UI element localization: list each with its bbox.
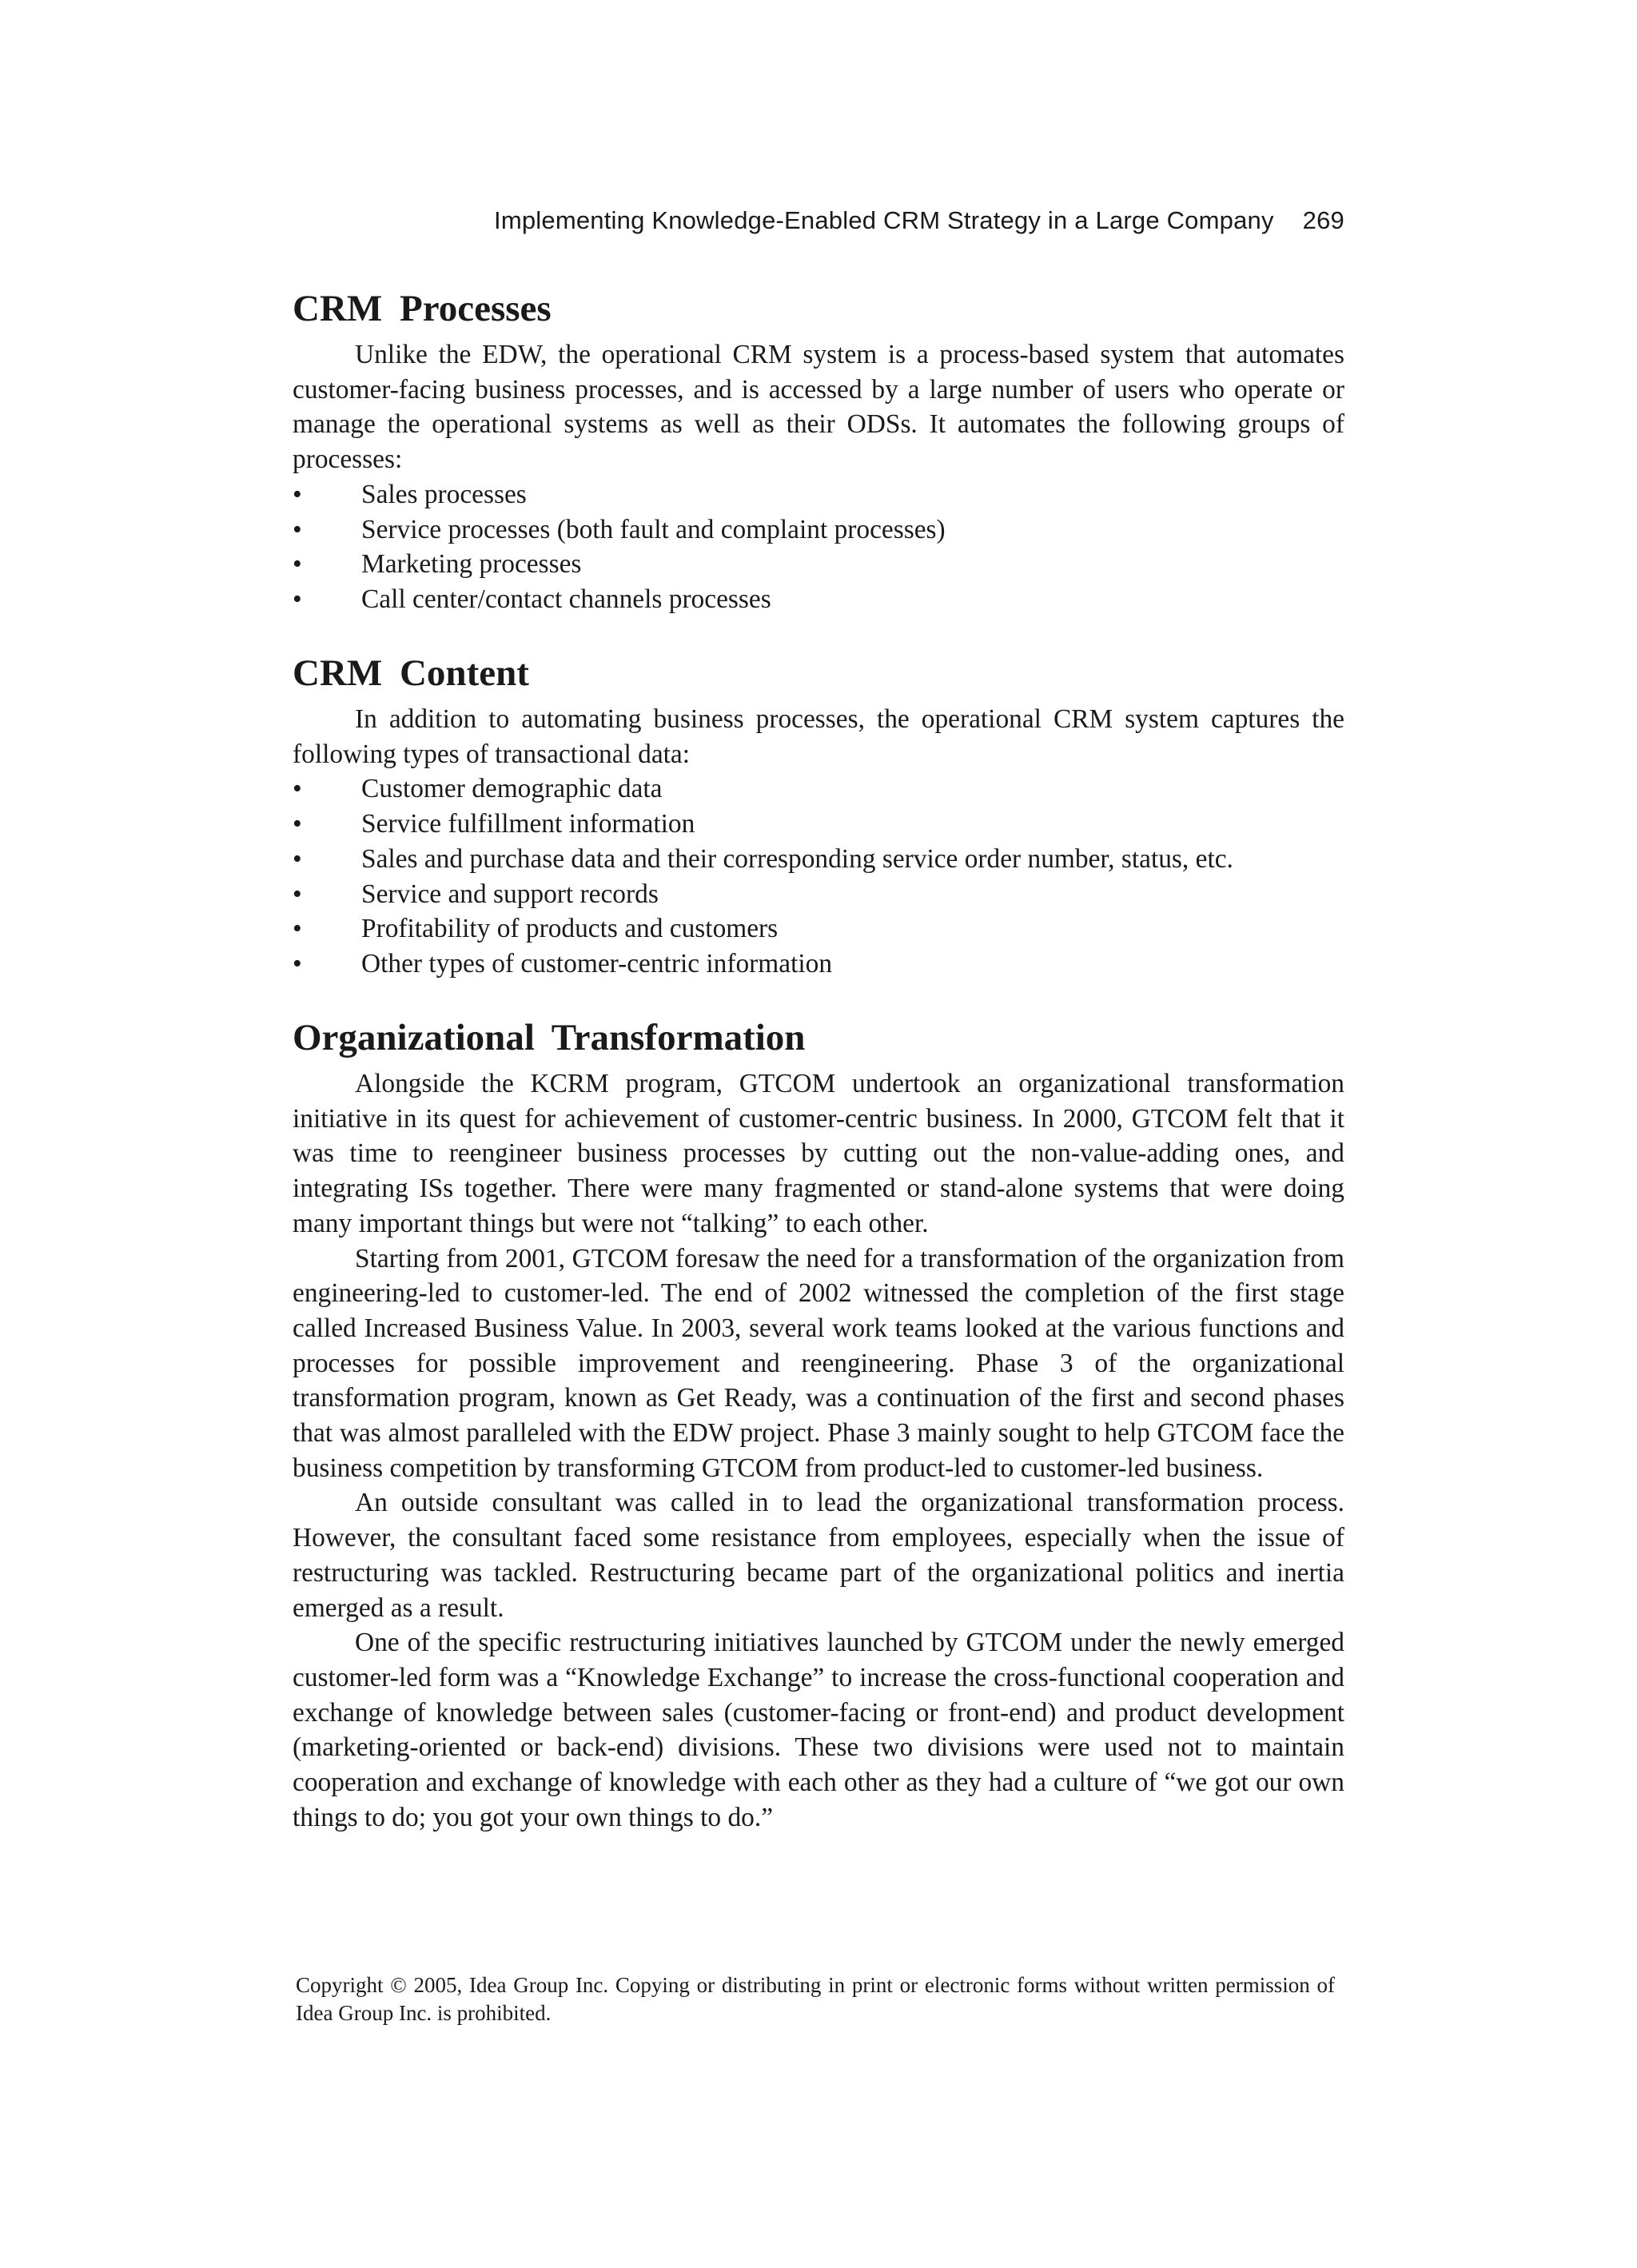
crm-processes-list — [293, 477, 1344, 617]
list-item: • Sales processes — [293, 477, 1344, 512]
list-item: • Call center/contact channels processes — [293, 582, 1344, 617]
bullet-icon: • — [293, 584, 302, 614]
bullet-icon: • — [293, 774, 302, 804]
paragraph: An outside consultant was called in to lead the organizational transformation process. However, the consultant faced some resistance from employees, especially when the issue of restructuring was tackled. Restructuring became part of the organizational politics and inertia emerged as a result. — [293, 1488, 1344, 1623]
list-item: • Other types of customer-centric information — [293, 947, 1344, 982]
list-item: • Service and support records — [293, 877, 1344, 912]
list-item: • Service processes (both fault and complaint processes) — [293, 512, 1344, 548]
copyright-notice: Copyright © 2005, Idea Group Inc. Copying or distributing in print or electronic forms without written permission of Idea Group Inc. is prohibited. — [296, 1973, 1335, 2025]
bullet-icon: • — [293, 843, 302, 874]
section-crm-content — [293, 702, 1344, 982]
list-item: • Customer demographic data — [293, 771, 1344, 807]
bullet-icon: • — [293, 479, 302, 509]
list-item: • Sales and purchase data and their corresponding service order number, status, etc. — [293, 842, 1344, 877]
list-item: • Marketing processes — [293, 547, 1344, 582]
crm-content-list — [293, 771, 1344, 981]
bullet-icon: • — [293, 809, 302, 839]
list-item: • Profitability of products and customers — [293, 911, 1344, 947]
section-crm-processes — [293, 337, 1344, 617]
bullet-icon: • — [293, 914, 302, 944]
crm-processes-intro: Unlike the EDW, the operational CRM system is a process-based system that automates customer-facing business processes, and is accessed by a large number of users who operate or manage the operational systems as well as their ODSs. It automates the following groups of processes: — [293, 340, 1344, 475]
bullet-icon: • — [293, 514, 302, 544]
heading-crm-content: CRM Content — [293, 652, 529, 694]
list-item: • Service fulfillment information — [293, 807, 1344, 842]
bullet-icon: • — [293, 549, 302, 580]
heading-crm-processes: CRM Processes — [293, 288, 552, 329]
heading-org-transformation: Organizational Transformation — [293, 1017, 806, 1058]
running-head — [494, 206, 1344, 235]
page-number: 269 — [1302, 206, 1344, 234]
running-title: Implementing Knowledge-Enabled CRM Strategy in a Large Company — [494, 206, 1274, 234]
paragraph: Starting from 2001, GTCOM foresaw the need for a transformation of the organization from engineering-led to customer-led. The end of 2002 witnessed the completion of the first stage called Increased Business Value. In 2003, several work teams looked at the various functions and processes for possible improvement and reengineering. Phase 3 of the organizational transformation program, known as Get Ready, was a continuation of the first and second phases that was almost paralleled with the EDW project. Phase 3 mainly sought to help GTCOM face the business competition by transforming GTCOM from product-led to customer-led business. — [293, 1243, 1344, 1483]
crm-content-intro: In addition to automating business processes, the operational CRM system captures the following types of transactional data: — [293, 704, 1344, 769]
paragraph: Alongside the KCRM program, GTCOM undertook an organizational transformation initiative in its quest for achievement of customer-centric business. In 2000, GTCOM felt that it was time to reengineer business processes by cutting out the non-value-adding ones, and integrating ISs together. There were many fragmented or stand-alone systems that were doing many important things but were not “talking” to each other. — [293, 1069, 1344, 1238]
bullet-icon: • — [293, 879, 302, 909]
bullet-icon: • — [293, 948, 302, 979]
paragraph: One of the specific restructuring initiatives launched by GTCOM under the newly emerged customer-led form was a “Knowledge Exchange” to increase the cross-functional cooperation and exchange of knowledge between sales (customer-facing or front-end) and product development (marketing-oriented or back-end) divisions. These two divisions were used not to maintain cooperation and exchange of knowledge with each other as they had a culture of “we got our own things to do; you got your own things to do.” — [293, 1628, 1344, 1832]
section-org-transformation — [293, 1066, 1344, 1835]
